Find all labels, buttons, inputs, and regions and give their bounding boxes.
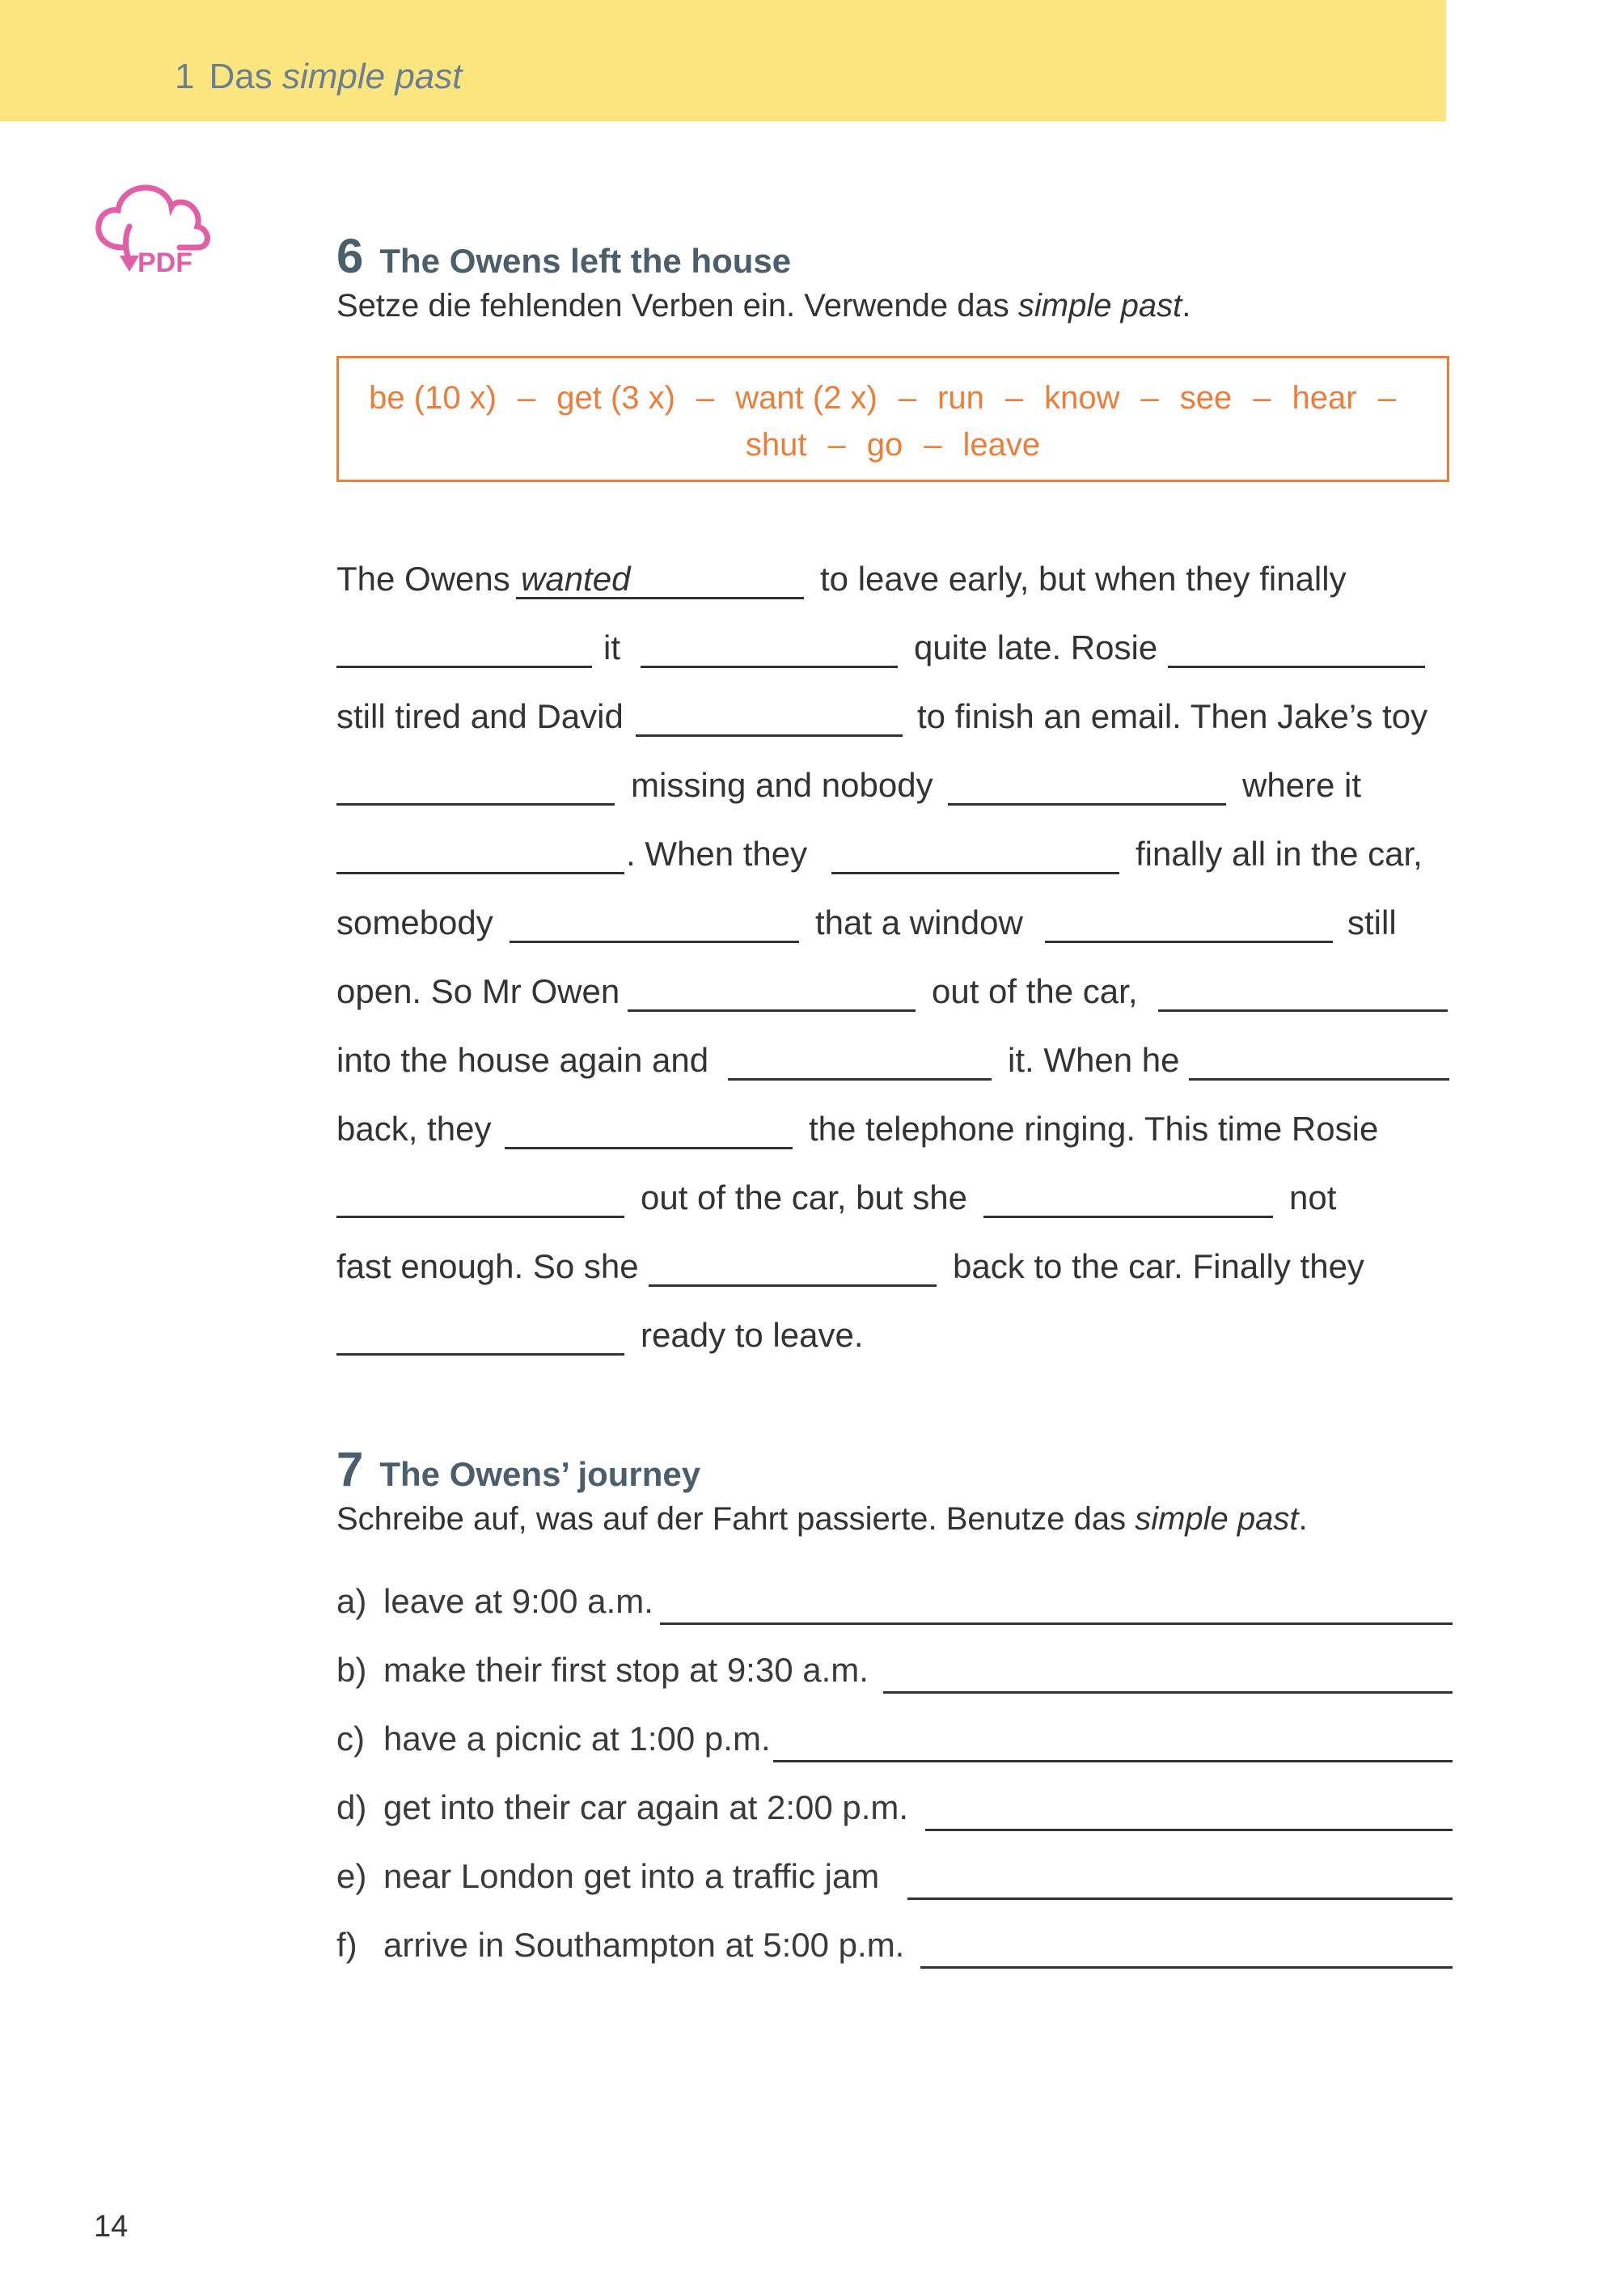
text-segment: finally all in the car, — [1136, 835, 1423, 873]
gap-line — [336, 894, 1453, 962]
blank-field[interactable] — [336, 803, 615, 806]
text-segment: ready to leave. — [641, 1316, 864, 1354]
blank-field[interactable] — [336, 666, 592, 668]
text-segment: to leave early, but when they finally — [820, 560, 1347, 598]
gap-line — [336, 550, 1453, 619]
answer-line[interactable] — [773, 1760, 1453, 1762]
word-see: see — [1179, 380, 1233, 416]
list-item — [336, 1788, 1453, 1857]
text-segment: open. So Mr Owen — [336, 972, 620, 1010]
exercise-6-number: 6 — [336, 229, 364, 283]
word-box-line-1 — [339, 374, 1447, 421]
blank-field[interactable] — [1168, 666, 1425, 668]
text-segment: where it — [1242, 766, 1362, 804]
word-box — [336, 356, 1449, 482]
blank-field[interactable] — [728, 1078, 992, 1081]
page-number: 14 — [94, 2210, 129, 2244]
blank-field[interactable] — [948, 803, 1226, 806]
chapter-heading — [175, 57, 463, 97]
text-segment: not — [1289, 1178, 1337, 1216]
word-separator: – — [898, 380, 917, 416]
word-separator: – — [1253, 380, 1271, 416]
blank-field[interactable] — [641, 666, 898, 668]
text-segment: missing and nobody — [631, 766, 933, 804]
text-segment: The Owens — [336, 560, 510, 598]
text-segment: it — [603, 628, 620, 666]
blank-field[interactable] — [649, 1284, 937, 1287]
word-get: get (3 x) — [556, 380, 675, 416]
gap-line — [336, 1100, 1453, 1169]
chapter-title: Das — [209, 57, 273, 96]
instruction-end: . — [1182, 288, 1191, 324]
item-label: e) — [336, 1857, 367, 1895]
gap-line — [336, 1031, 1453, 1100]
blank-field[interactable] — [983, 1216, 1273, 1218]
pdf-label[interactable]: PDF — [137, 247, 192, 278]
text-segment: the telephone ringing. This time Rosie — [809, 1110, 1379, 1148]
gap-line — [336, 1237, 1453, 1306]
word-shut: shut — [745, 427, 807, 463]
blank-field[interactable] — [1045, 941, 1333, 943]
item-label: d) — [336, 1788, 367, 1826]
blank-field[interactable] — [505, 1147, 793, 1149]
list-item — [336, 1926, 1453, 1995]
word-be: be (10 x) — [369, 380, 497, 416]
list-item — [336, 1857, 1453, 1926]
list-item — [336, 1720, 1453, 1788]
exercise-6-title: The Owens left the house — [379, 242, 792, 280]
item-text: leave at 9:00 a.m. — [383, 1582, 653, 1620]
word-box-line-2 — [339, 421, 1447, 468]
instruction-end: . — [1298, 1501, 1308, 1537]
word-separator: – — [924, 427, 942, 463]
exercise-6-instruction — [336, 288, 1191, 324]
word-know: know — [1044, 380, 1120, 416]
blank-field[interactable] — [636, 734, 903, 737]
text-segment: out of the car, — [932, 972, 1138, 1010]
instruction-italic: simple past — [1017, 288, 1182, 324]
word-separator: – — [1377, 380, 1396, 416]
answer-line[interactable] — [883, 1691, 1453, 1694]
item-label: f) — [336, 1926, 357, 1964]
gap-line — [336, 825, 1453, 894]
blank-field[interactable] — [336, 872, 624, 874]
text-segment: to finish an email. Then Jake’s toy — [917, 697, 1428, 735]
text-segment: it. When he — [1008, 1041, 1180, 1079]
blank-field[interactable] — [510, 941, 799, 943]
item-text: have a picnic at 1:00 p.m. — [383, 1720, 771, 1758]
text-segment: back to the car. Finally they — [953, 1247, 1364, 1285]
blank-field[interactable] — [628, 1009, 916, 1012]
answer-line[interactable] — [660, 1622, 1453, 1625]
blank-field[interactable] — [1189, 1078, 1449, 1081]
word-want: want (2 x) — [735, 380, 878, 416]
example-answer: wanted — [521, 560, 631, 598]
item-text: arrive in Southampton at 5:00 p.m. — [383, 1926, 905, 1964]
exercise-6-heading — [336, 228, 791, 284]
answer-line[interactable] — [907, 1897, 1453, 1900]
exercise-7-instruction — [336, 1501, 1308, 1538]
text-segment: still — [1347, 903, 1397, 941]
text-segment: into the house again and — [336, 1041, 709, 1079]
answer-line[interactable] — [925, 1829, 1453, 1831]
journey-list — [336, 1582, 1453, 1995]
text-segment: somebody — [336, 903, 493, 941]
chapter-title-italic: simple past — [281, 57, 463, 96]
text-segment: back, they — [336, 1110, 492, 1148]
exercise-7-number: 7 — [336, 1442, 364, 1496]
word-separator: – — [1004, 380, 1024, 416]
item-text: get into their car again at 2:00 p.m. — [383, 1788, 909, 1826]
blank-field[interactable] — [336, 1353, 624, 1356]
word-separator: – — [827, 427, 846, 463]
item-text: near London get into a traffic jam — [383, 1857, 880, 1895]
word-hear: hear — [1292, 380, 1357, 416]
instruction-text: Setze die fehlenden Verben ein. Verwende das — [336, 288, 1009, 324]
text-segment: fast enough. So she — [336, 1247, 639, 1285]
gap-line — [336, 1306, 1453, 1375]
blank-field[interactable] — [831, 872, 1119, 874]
gap-line — [336, 687, 1453, 756]
list-item — [336, 1651, 1453, 1720]
chapter-number: 1 — [175, 57, 195, 96]
instruction-italic: simple past — [1135, 1501, 1299, 1537]
gap-line — [336, 756, 1453, 825]
word-leave: leave — [962, 427, 1041, 463]
gap-line — [336, 619, 1453, 687]
exercise-7-title: The Owens’ journey — [379, 1455, 701, 1493]
blank-field[interactable] — [1158, 1009, 1448, 1012]
text-segment: . When they — [626, 835, 808, 873]
item-label: b) — [336, 1651, 367, 1689]
instruction-text: Schreibe auf, was auf der Fahrt passierte. Benutze das — [336, 1501, 1127, 1537]
word-separator: – — [1140, 380, 1159, 416]
item-label: a) — [336, 1582, 367, 1620]
word-go: go — [866, 427, 903, 463]
answer-line[interactable] — [920, 1966, 1453, 1969]
text-segment: out of the car, but she — [641, 1178, 967, 1216]
blank-field[interactable] — [336, 1216, 624, 1218]
item-text: make their first stop at 9:30 a.m. — [383, 1651, 869, 1689]
list-item — [336, 1582, 1453, 1651]
word-separator: – — [518, 380, 536, 416]
text-segment: quite late. Rosie — [914, 628, 1158, 666]
gap-text — [336, 550, 1453, 1375]
exercise-7-heading — [336, 1441, 700, 1497]
gap-line — [336, 1169, 1453, 1237]
word-run: run — [937, 380, 984, 416]
word-separator: – — [696, 380, 715, 416]
blank-field[interactable] — [516, 597, 804, 599]
item-label: c) — [336, 1720, 365, 1758]
text-segment: that a window — [815, 903, 1023, 941]
text-segment: still tired and David — [336, 697, 624, 735]
gap-line — [336, 962, 1453, 1031]
